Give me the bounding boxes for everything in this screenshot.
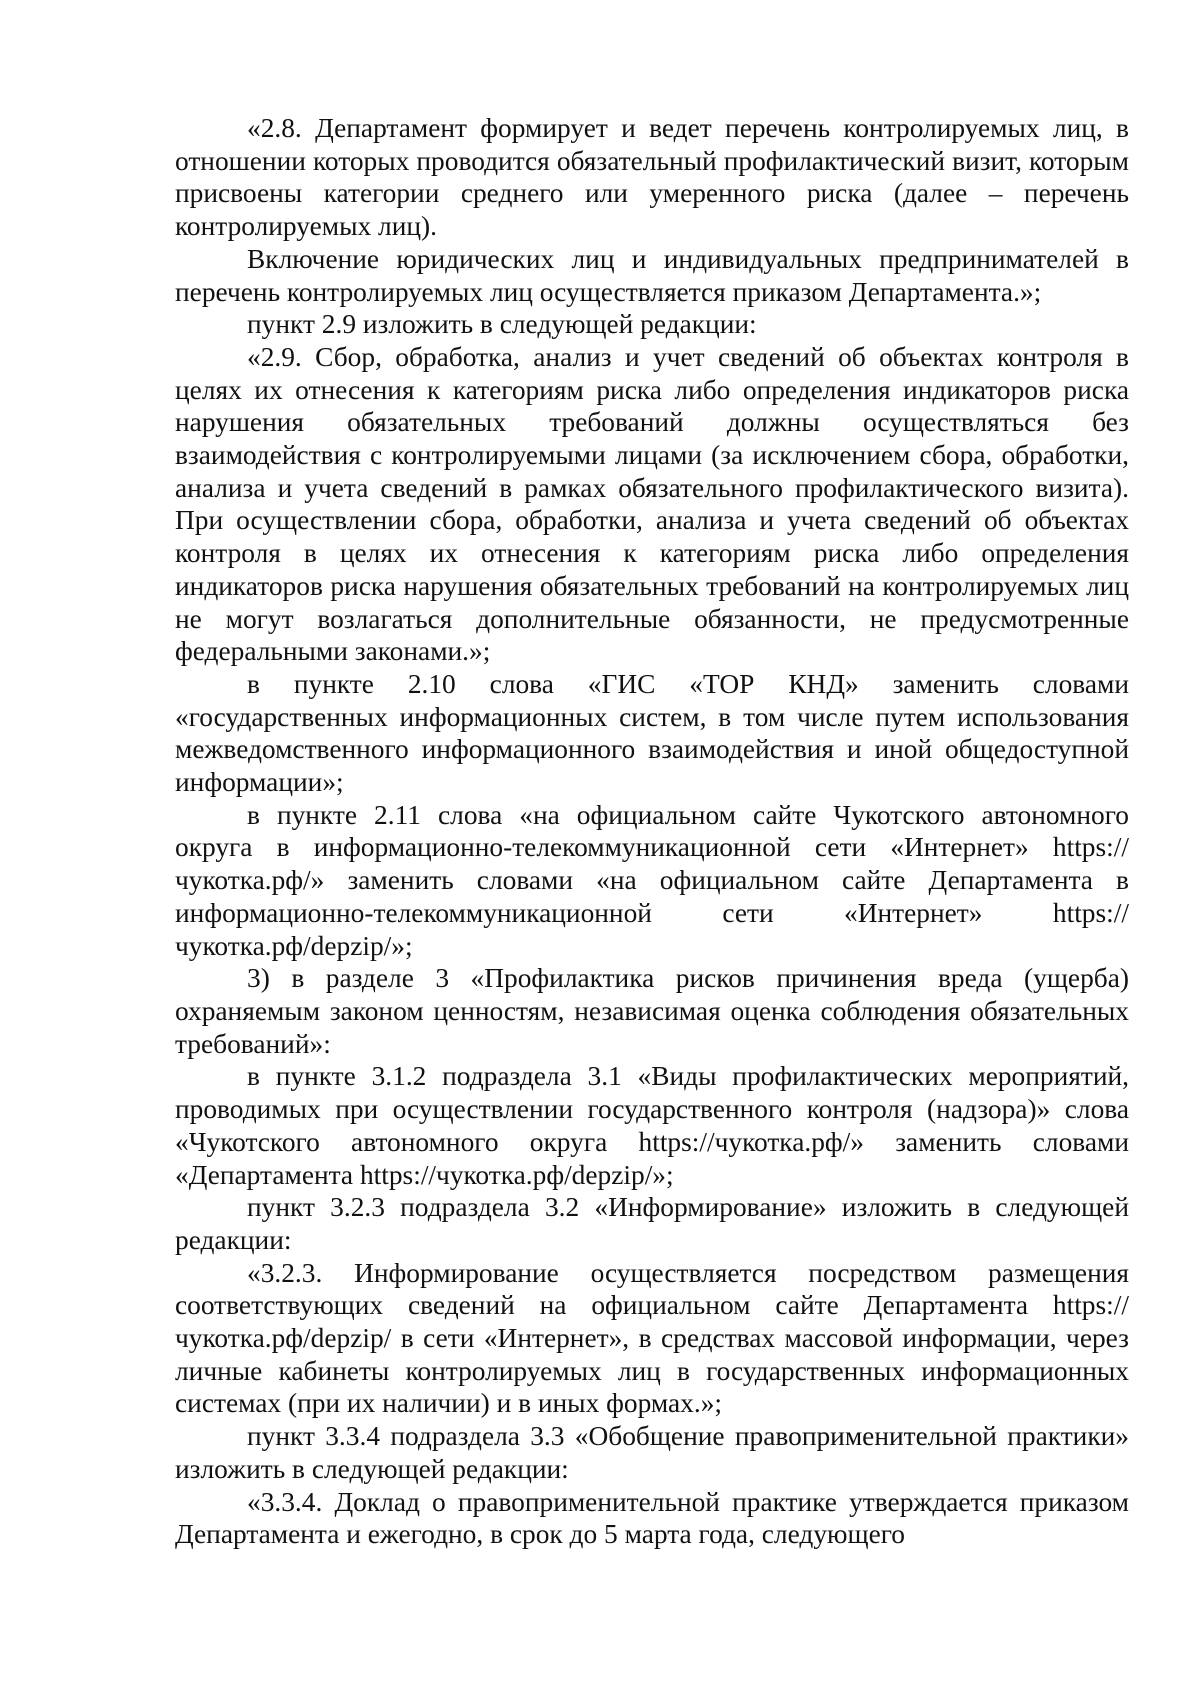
paragraph-inclusion: Включение юридических лиц и индивидуальных предпринимателей в перечень контролируемых лиц осуществляется приказом Департамента.»; <box>175 243 1129 307</box>
paragraph-section-3: 3) в разделе 3 «Профилактика рисков причинения вреда (ущерба) охраняемым законом ценностям, независимая оценка соблюдения обязательных требований»: <box>175 963 1129 1059</box>
paragraph-item-3-3-4-intro: пункт 3.3.4 подраздела 3.3 «Обобщение правоприменительной практики» изложить в следующей редакции: <box>175 1421 1129 1484</box>
paragraph-2-8: «2.8. Департамент формирует и ведет перечень контролируемых лиц, в отношении которых проводится обязательный профилактический визит, которым присвоены категории среднего или умеренного риска (далее – перечень контролируемых лиц). <box>175 113 1129 242</box>
paragraph-2-9: «2.9. Сбор, обработка, анализ и учет сведений об объектах контроля в целях их отнесения к категориям риска либо определения индикаторов риска нарушения обязательных требований должны осуществляться без взаимодействия с контролируемыми лицами (за исключением сбора, обработки, анализа и учета сведений в рамках обязательного профилактического визита). При осуществлении сбора, обработки, анализа и учета сведений об объектах контроля в целях их отнесения к категориям риска либо определения индикаторов риска нарушения обязательных требований на контролируемых лиц не могут возлагаться дополнительные обязанности, не предусмотренные федеральными законами.»; <box>175 341 1129 667</box>
paragraph-2-10: в пункте 2.10 слова «ГИС «ТОР КНД» заменить словами «государственных информационных систем, в том числе путем использования межведомственного информационного взаимодействия и иной общедоступной информации»; <box>175 668 1129 798</box>
paragraph-item-2-9-intro: пункт 2.9 изложить в следующей редакции: <box>247 309 757 340</box>
paragraph-3-3-4: «3.3.4. Доклад о правоприменительной практике утверждается приказом Департамента и ежегодно, в срок до 5 марта года, следующего <box>175 1486 1129 1550</box>
paragraph-item-3-2-3-intro: пункт 3.2.3 подраздела 3.2 «Информирование» изложить в следующей редакции: <box>175 1192 1129 1255</box>
document-page <box>175 112 1129 1551</box>
paragraph-3-2-3: «3.2.3. Информирование осуществляется посредством размещения соответствующих сведений на официальном сайте Департамента https://чукотка.рф/depzip/ в сети «Интернет», в средствах массовой информации, через личные кабинеты контролируемых лиц в государственных информационных системах (при их наличии) и в иных формах.»; <box>175 1257 1129 1419</box>
paragraph-2-11: в пункте 2.11 слова «на официальном сайте Чукотского автономного округа в информационно-телекоммуникационной сети «Интернет» https://чукотка.рф/» заменить словами «на официальном сайте Департамента в информационно-телекоммуникационной сети «Интернет» https://чукотка.рф/depzip/»; <box>175 799 1129 961</box>
paragraph-3-1-2: в пункте 3.1.2 подраздела 3.1 «Виды профилактических мероприятий, проводимых при осуществлении государственного контроля (надзора)» слова «Чукотского автономного округа https://чукотка.рф/» заменить словами «Департамента https://чукотка.рф/depzip/»; <box>175 1061 1129 1190</box>
